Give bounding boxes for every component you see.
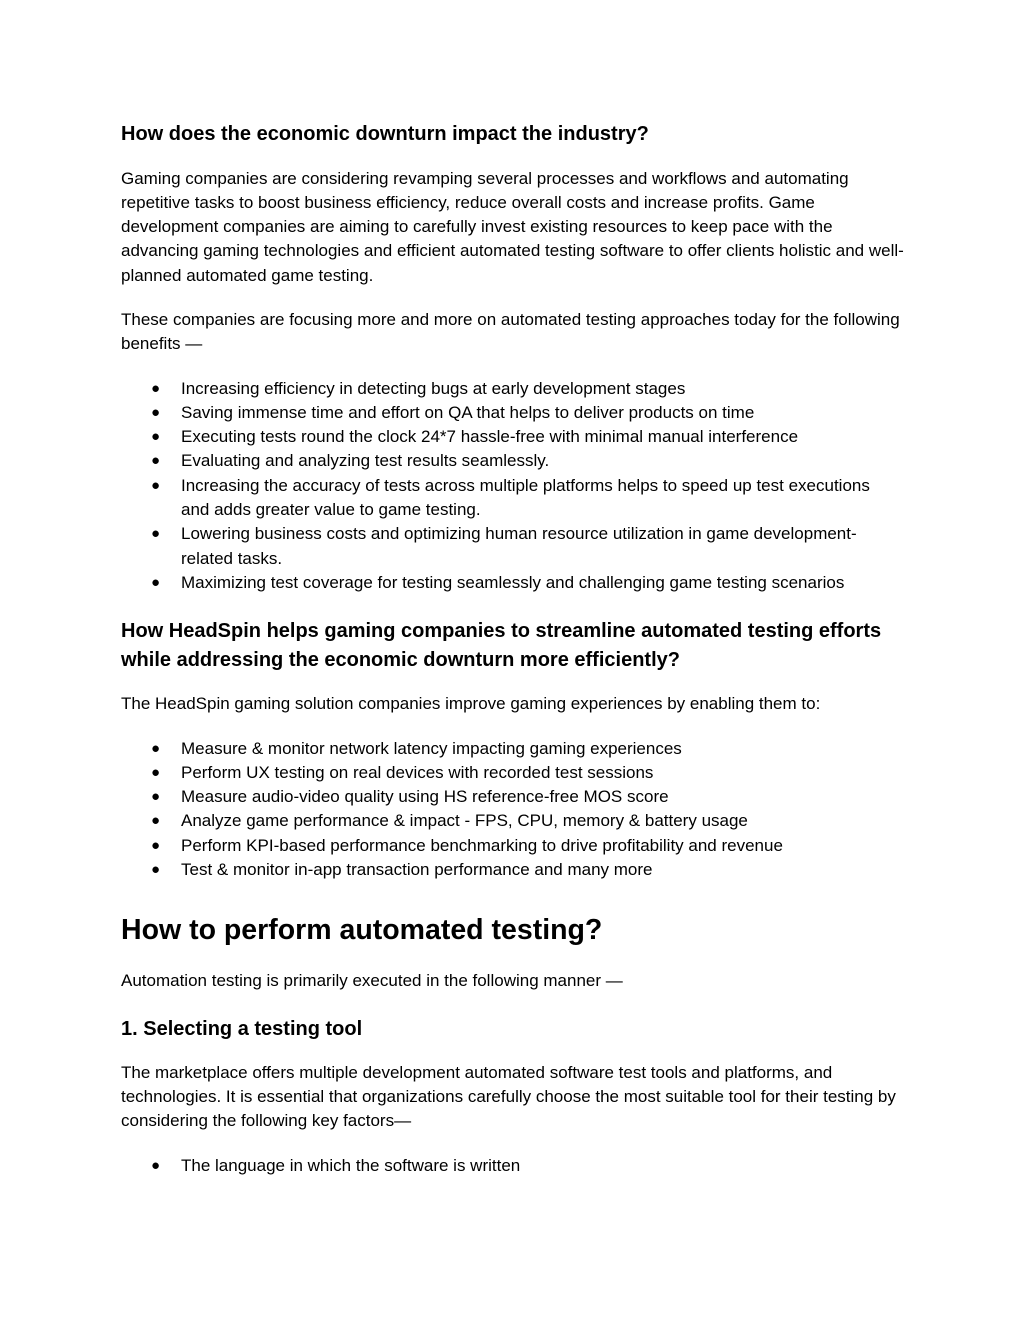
section-heading-economic-downturn: How does the economic downturn impact the industry? <box>121 123 649 145</box>
list-item <box>121 761 961 785</box>
bullet-icon: ● <box>151 861 161 879</box>
list-item-text: Lowering business costs and optimizing human resource utilization in game development-related tasks. <box>181 524 857 568</box>
list-item-text: Perform UX testing on real devices with recorded test sessions <box>181 762 654 782</box>
list-item <box>121 522 881 571</box>
list-item-text: Measure & monitor network latency impacting gaming experiences <box>181 738 682 758</box>
bullet-icon: ● <box>151 788 161 806</box>
paragraph: Automation testing is primarily executed in the following manner — <box>121 971 623 991</box>
subheading-selecting-tool: 1. Selecting a testing tool <box>121 1017 363 1040</box>
bullet-icon: ● <box>151 403 161 421</box>
bullet-icon: ● <box>151 525 161 543</box>
list-item-text: Increasing efficiency in detecting bugs at early development stages <box>181 378 686 398</box>
list-item-text: Analyze game performance & impact - FPS, CPU, memory & battery usage <box>181 811 748 831</box>
paragraph: The HeadSpin gaming solution companies improve gaming experiences by enabling them to: <box>121 694 821 714</box>
bullet-icon: ● <box>151 573 161 591</box>
list-item <box>121 834 961 858</box>
paragraph: The marketplace offers multiple development automated software test tools and platforms, and technologies. It is essential that organizations carefully choose the most suitable tool for their testing by considering the following key factors— <box>121 1062 896 1131</box>
bullet-icon: ● <box>151 476 161 494</box>
bullet-icon: ● <box>151 379 161 397</box>
list-item <box>121 1154 961 1178</box>
list-item <box>121 785 961 809</box>
list-item-text: Evaluating and analyzing test results seamlessly. <box>181 451 550 471</box>
bullet-icon: ● <box>151 739 161 757</box>
list-item <box>121 474 881 523</box>
list-item <box>121 737 961 761</box>
list-item-text: Perform KPI-based performance benchmarking to drive profitability and revenue <box>181 835 783 855</box>
bullet-icon: ● <box>151 836 161 854</box>
paragraph: These companies are focusing more and more on automated testing approaches today for the following benefits — <box>121 309 900 354</box>
bullet-icon: ● <box>151 812 161 830</box>
list-item-text: Executing tests round the clock 24*7 hassle-free with minimal manual interference <box>181 427 799 447</box>
list-item <box>121 425 961 449</box>
list-item <box>121 858 961 882</box>
list-item-text: Maximizing test coverage for testing seamlessly and challenging game testing scenarios <box>181 572 845 592</box>
bullet-icon: ● <box>151 1156 161 1174</box>
bullet-list-headspin <box>121 737 911 883</box>
list-item-text: Increasing the accuracy of tests across multiple platforms helps to speed up test executions and adds greater value to game testing. <box>181 475 870 520</box>
list-item <box>121 377 961 401</box>
list-item <box>121 401 961 425</box>
bullet-icon: ● <box>151 763 161 781</box>
section-heading-headspin: How HeadSpin helps gaming companies to streamline automated testing efforts while addressing the economic downturn more efficiently? <box>121 620 882 671</box>
paragraph: Gaming companies are considering revamping several processes and workflows and automating repetitive tasks to boost business efficiency, reduce overall costs and increase profits. Game development companies are aiming to carefully invest existing resources to keep pace with the advancing gaming technologies and efficient automated testing software to offer clients holistic and well-planned automated game testing. <box>121 168 904 285</box>
document-page <box>121 120 911 1178</box>
list-item <box>121 809 961 833</box>
bullet-list-key-factors <box>121 1154 911 1178</box>
bullet-list-benefits <box>121 377 911 596</box>
bullet-icon: ● <box>151 452 161 470</box>
list-item <box>121 571 971 595</box>
list-item-text: The language in which the software is written <box>181 1155 521 1175</box>
list-item <box>121 449 961 473</box>
list-item-text: Saving immense time and effort on QA that helps to deliver products on time <box>181 402 755 422</box>
list-item-text: Measure audio-video quality using HS reference-free MOS score <box>181 787 669 807</box>
section-heading-automated-testing: How to perform automated testing? <box>121 914 603 947</box>
bullet-icon: ● <box>151 428 161 446</box>
list-item-text: Test & monitor in-app transaction performance and many more <box>181 860 653 880</box>
